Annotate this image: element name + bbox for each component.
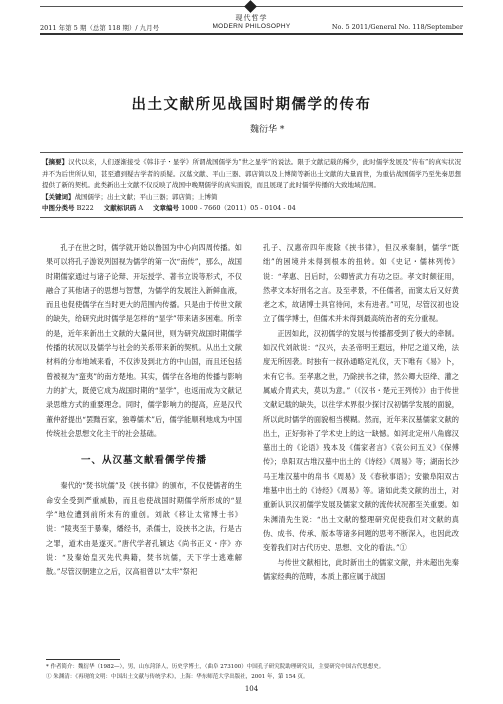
- keywords-line: [42, 192, 461, 203]
- article-number-label: 文章编号: [153, 203, 180, 212]
- body-right-column: [263, 241, 459, 584]
- article-number-value: 1000 - 7660（2011）05 - 0104 - 04: [181, 203, 296, 212]
- body-paragraph: 秦代的“焚书坑儒”及《挟书律》的颁布，不仅使儒者的生命安全受到严重威胁，而且也使战国时期儒学所形成的“显学”地位遭到前所未有的重创。刘歆《移让太常博士书》说：“陵夷至于暴秦，燔经书，杀儒士，设挟书之法，行是古之罪，道术由是遂灭。”唐代学者孔颖达《尚书正义・序》亦说：“及秦始皇灭先代典籍，焚书坑儒，天下学士逃难解散。”尽管汉朝建立之后，汉高祖曾以“太牢”祭祀: [46, 481, 242, 577]
- abstract-block: [40, 152, 463, 218]
- abstract-label: 【摘要】: [42, 158, 69, 166]
- body-paragraph: 孔子在世之时，儒学就开始以鲁国为中心向四周传播。如果可以将孔子游说列国视为儒学的第一次“南传”，那么，战国时期儒家通过与诸子论辩、开坛授学、著书立说等形式，不仅融合了其他诸子的思想与智慧，为儒学的发展注入新鲜血液，而且也促使儒学在当时更大的范围内传播。只是由于传世文献的缺失，给研究此时儒学是怎样的“显学”带来诸多困难。所幸的是，近年来新出土文献的大量问世，则为研究战国时期儒学传播的状况以及儒学与社会的关系带来新的契机。从出土文献材料的分布地域来看，不仅涉及到北方的中山国，而且还包括曾被视为“蛮夷”的南方楚地。其实，儒学在各地的传播与影响力的扩大，既使它成为战国时期的“显学”，也返而成为文献记录思维方式的重要理念。同时，儒学影响力的提高，应是汉代董仲舒提出“罢黜百家，独尊儒术”后，儒学能顺利地成为中国传统社会思想文化主干的社会基础。: [46, 243, 242, 438]
- header-diamond-ornament: [244, 0, 257, 13]
- journal-name-english: MODERN PHILOSOPHY: [212, 23, 291, 30]
- footnote-rule: [46, 659, 120, 660]
- clc-value: B222: [76, 203, 94, 212]
- body-paragraph: 正因如此，汉初儒学的发展与传播都受到了极大的牵制。如汉代刘歆说：“汉兴，去圣帝明王遐远，仲尼之道又绝，法度无所因袭。时独有一叔孙通略定礼仪，天下唯有《易》卜，未有它书。至孝惠之世，乃除挟书之律，然公卿大臣绛、灌之属咸介胄武夫，莫以为意。”（《汉书・楚元王列传》）由于传世文献记载的缺失，以往学术界很少探讨汉初儒学发展的面貌，所以此时儒学的面貌相当模糊。然而，近年来汉墓儒家文献的出土，正好弥补了学术史上的这一缺憾。如河北定州八角廊汉墓出土的《论语》残本及《儒家者言》《哀公问五义》《保傅传》；阜阳双古堆汉墓中出土的《诗经》《周易》等；湖南长沙马王堆汉墓中的帛书《周易》及《春秋事语》；安徽阜阳双古堆墓中出土的《诗经》《周易》等。诸如此类文献的出土，对重新认识汉初儒学发展及儒家文献的流传状况都至关重要。如朱渊清先生说：“出土文献的整理研究促使我们对文献的真伪、成书、传承、版本等诸多问题的思考不断深入，也因此改变着我们对古代历史、思想、文化的看法。”①: [263, 328, 459, 553]
- article-author: 魏衍华 *: [250, 125, 285, 135]
- page-number: 104: [244, 685, 259, 693]
- doc-code-value: A: [138, 203, 144, 212]
- issue-info-chinese: 2011 年第 5 期（总第 118 期）/ 九月号: [40, 24, 160, 32]
- section-heading: 一、从汉墓文献看儒学传播: [80, 455, 207, 467]
- body-left-column: [46, 241, 242, 580]
- body-paragraph: 孔子、汉惠帝四年废除《挟书律》，但汉承秦制，儒学“既绌”的困境并未得到根本的扭转。如《史记・儒林列传》说：“孝惠、吕后时，公卿皆武力有功之臣。孝文时颇征用，然孝文本好刑名之言。及至孝景，不任儒者，而窦太后又好黄老之术，故诸博士具官待问，未有进者。”可见，尽管汉初也设立了儒学博士，但儒术并未得到最高统治者的充分重视。: [263, 243, 459, 324]
- article-title: 出土文献所见战国时期儒学的传布: [131, 96, 372, 113]
- issue-info-english: No. 5 2011/General No. 118/September: [331, 23, 463, 31]
- citation-footnote: ① 朱渊清：《再现的文明：中国出土文献与传统学术》，上海：华东师范大学出版社，2001 年，第 154 页。: [46, 674, 309, 680]
- footnotes-block: [46, 662, 462, 682]
- journal-name-chinese: 现代哲学: [235, 14, 268, 22]
- clc-label: 中图分类号: [42, 203, 75, 212]
- author-footnote: * 作者简介：魏衍华（1982—），男，山东菏泽人，历史学博士，（曲阜 273100）中国孔子研究院助理研究员，主要研究中国古代思想史。: [46, 664, 385, 670]
- abstract-paragraph: [42, 157, 461, 192]
- body-paragraph: 与传世文献相比，此时新出土的儒家文献，并未超出先秦儒家经典的范畴，本质上都应属于战国: [263, 557, 459, 581]
- keywords-label: 【关键词】: [42, 192, 75, 201]
- header-bottom-rule: [40, 33, 463, 35]
- keywords-text: 战国儒学；出土文献；平山三器；郭店简；上博简: [74, 192, 218, 201]
- abstract-text: 汉代以来，人们逐渐接受《韩非子・显学》所谓战国儒学为“世之显学”的说法。限于文献记载的稀少，此时儒学发展及“传布”的真实状况并不为后世所认知，甚至遭到疑古学者的质疑。汉墓文献、平山三器、郭店简以及上博简等新出土文献的大量面世，为重估战国儒学乃至先秦思想提供了新的契机。此类新出土文献不仅反映了战国中晚期儒学的真实面貌，而且展现了此时儒学传播的大致地域范围。: [42, 158, 462, 190]
- journal-header: [0, 0, 503, 44]
- classification-line: [42, 203, 461, 214]
- doc-code-label: 文献标识码: [103, 203, 137, 212]
